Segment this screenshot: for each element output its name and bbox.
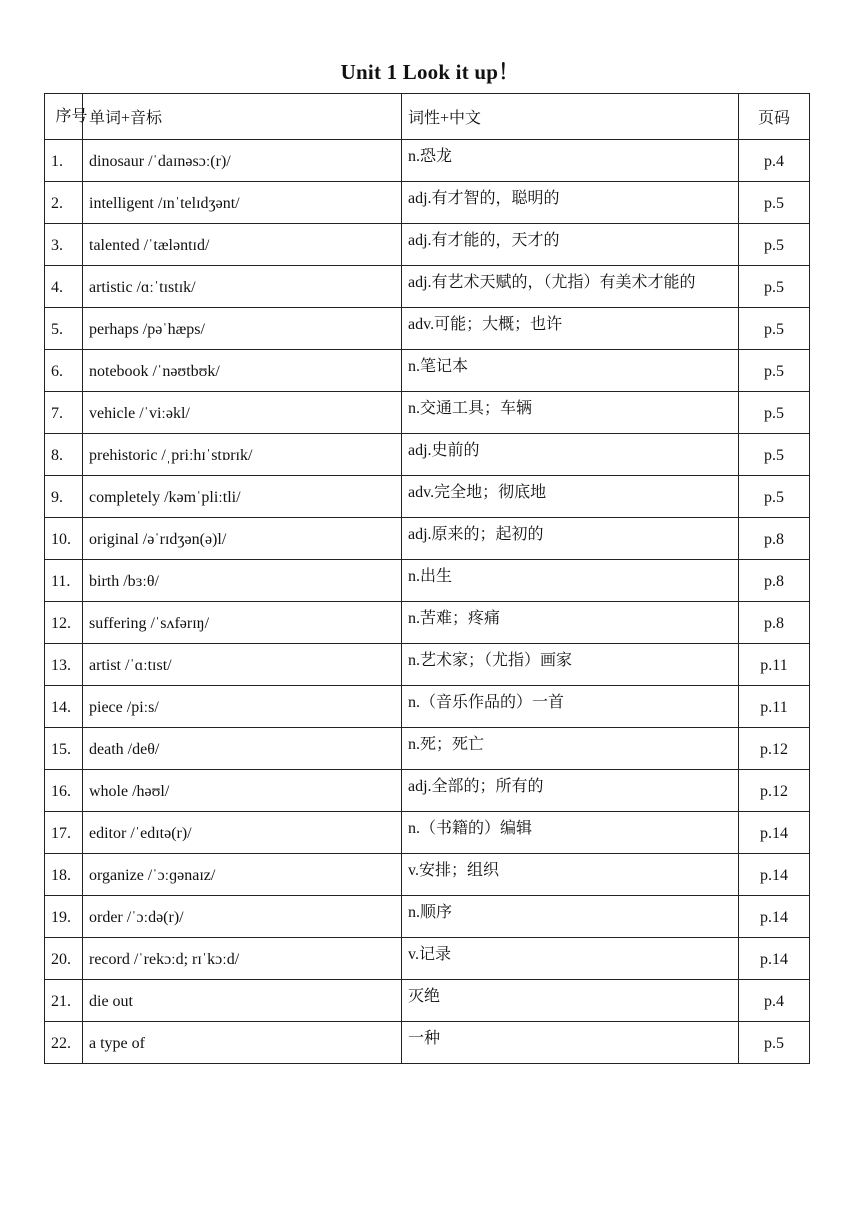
row-number-cell [45, 308, 83, 350]
row-page-cell [739, 644, 810, 686]
table-row [45, 812, 810, 854]
row-word-phonetic: intelligent /ɪnˈtelɪdʒənt/ [89, 194, 240, 212]
row-page: p.14 [760, 950, 788, 968]
row-pos-chinese-cell [402, 896, 739, 938]
header-pos-chinese: 词性+中文 [402, 94, 739, 140]
row-word-phonetic: order /ˈɔːdə(r)/ [89, 908, 184, 926]
row-pos-chinese: adj.有才能的，天才的 [408, 232, 560, 249]
row-pos-chinese: n.苦难；疼痛 [408, 610, 501, 627]
row-word-phonetic-cell [83, 812, 402, 854]
row-pos-chinese-cell [402, 812, 739, 854]
row-word-phonetic-cell [83, 266, 402, 308]
row-word-phonetic-cell [83, 854, 402, 896]
row-pos-chinese: n.艺术家；（尤指）画家 [408, 652, 573, 669]
row-pos-chinese-cell [402, 644, 739, 686]
row-number-cell [45, 1022, 83, 1064]
row-pos-chinese: 一种 [408, 1030, 441, 1047]
row-word-phonetic-cell [83, 728, 402, 770]
row-pos-chinese: 灭绝 [408, 988, 441, 1005]
row-page: p.11 [760, 698, 788, 716]
row-page: p.5 [764, 194, 784, 212]
row-number: 6. [51, 362, 63, 380]
row-number: 5. [51, 320, 63, 338]
row-page: p.5 [764, 488, 784, 506]
row-page-cell [739, 140, 810, 182]
row-word-phonetic-cell [83, 518, 402, 560]
row-number-cell [45, 560, 83, 602]
row-word-phonetic: suffering /ˈsʌfərɪŋ/ [89, 614, 210, 632]
row-pos-chinese-cell [402, 728, 739, 770]
header-number: 序号 [45, 94, 83, 140]
row-number: 18. [51, 866, 71, 884]
row-page: p.12 [760, 740, 788, 758]
row-pos-chinese-cell [402, 980, 739, 1022]
table-row [45, 728, 810, 770]
row-number: 20. [51, 950, 71, 968]
row-number-cell [45, 602, 83, 644]
row-page: p.14 [760, 824, 788, 842]
row-number: 17. [51, 824, 71, 842]
row-word-phonetic-cell [83, 770, 402, 812]
row-page-cell [739, 350, 810, 392]
row-word-phonetic: editor /ˈedɪtə(r)/ [89, 824, 192, 842]
row-word-phonetic-cell [83, 980, 402, 1022]
row-page: p.5 [764, 278, 784, 296]
row-page-cell [739, 392, 810, 434]
row-number-cell [45, 728, 83, 770]
row-word-phonetic: record /ˈrekɔːd; rɪˈkɔːd/ [89, 950, 240, 968]
row-pos-chinese-cell [402, 770, 739, 812]
row-word-phonetic-cell [83, 224, 402, 266]
row-pos-chinese: n.出生 [408, 568, 453, 585]
row-pos-chinese-cell [402, 392, 739, 434]
row-word-phonetic-cell [83, 308, 402, 350]
row-word-phonetic: death /deθ/ [89, 740, 160, 758]
row-word-phonetic-cell [83, 350, 402, 392]
row-pos-chinese-cell [402, 518, 739, 560]
row-pos-chinese-cell [402, 560, 739, 602]
row-word-phonetic-cell [83, 476, 402, 518]
table-row [45, 854, 810, 896]
row-word-phonetic: prehistoric /ˌpriːhɪˈstɒrɪk/ [89, 446, 253, 464]
row-number: 21. [51, 992, 71, 1010]
table-row [45, 560, 810, 602]
row-word-phonetic-cell [83, 602, 402, 644]
row-page: p.8 [764, 572, 784, 590]
table-row [45, 434, 810, 476]
row-page-cell [739, 854, 810, 896]
table-row [45, 1022, 810, 1064]
row-number: 1. [51, 152, 63, 170]
header-word-phonetic: 单词+音标 [83, 94, 402, 140]
row-word-phonetic-cell [83, 686, 402, 728]
row-page-cell [739, 812, 810, 854]
row-page-cell [739, 434, 810, 476]
row-number-cell [45, 770, 83, 812]
row-pos-chinese: n.（书籍的）编辑 [408, 820, 533, 837]
row-pos-chinese-cell [402, 602, 739, 644]
table-header-row [45, 94, 810, 140]
row-number-cell [45, 266, 83, 308]
row-word-phonetic-cell [83, 434, 402, 476]
row-page: p.5 [764, 320, 784, 338]
row-page-cell [739, 266, 810, 308]
row-pos-chinese-cell [402, 140, 739, 182]
row-number: 8. [51, 446, 63, 464]
row-number: 9. [51, 488, 63, 506]
row-number-cell [45, 938, 83, 980]
row-word-phonetic: whole /həʊl/ [89, 782, 170, 800]
vocabulary-table [44, 93, 810, 1064]
row-number: 7. [51, 404, 63, 422]
row-word-phonetic: original /əˈrɪdʒən(ə)l/ [89, 530, 227, 548]
row-number-cell [45, 812, 83, 854]
row-number: 10. [51, 530, 71, 548]
row-page: p.8 [764, 530, 784, 548]
row-page: p.11 [760, 656, 788, 674]
row-number: 15. [51, 740, 71, 758]
table-row [45, 476, 810, 518]
row-number: 3. [51, 236, 63, 254]
row-number-cell [45, 518, 83, 560]
row-number: 13. [51, 656, 71, 674]
row-page-cell [739, 308, 810, 350]
row-pos-chinese: adj.原来的；起初的 [408, 526, 544, 543]
row-number-cell [45, 434, 83, 476]
table-row [45, 686, 810, 728]
row-number-cell [45, 896, 83, 938]
row-number: 2. [51, 194, 63, 212]
row-pos-chinese-cell [402, 350, 739, 392]
row-number: 4. [51, 278, 63, 296]
table-row [45, 182, 810, 224]
row-page: p.4 [764, 992, 784, 1010]
row-word-phonetic: artistic /ɑːˈtɪstɪk/ [89, 278, 196, 296]
row-page-cell [739, 686, 810, 728]
row-pos-chinese: adj.有艺术天赋的，（尤指）有美术才能的 [408, 274, 696, 291]
row-page: p.4 [764, 152, 784, 170]
row-number-cell [45, 140, 83, 182]
table-row [45, 350, 810, 392]
row-page-cell [739, 1022, 810, 1064]
row-page: p.12 [760, 782, 788, 800]
row-word-phonetic-cell [83, 140, 402, 182]
row-word-phonetic-cell [83, 896, 402, 938]
row-word-phonetic: dinosaur /ˈdaɪnəsɔː(r)/ [89, 152, 231, 170]
table-row [45, 938, 810, 980]
row-pos-chinese-cell [402, 1022, 739, 1064]
row-pos-chinese: n.恐龙 [408, 148, 453, 165]
row-pos-chinese: n.笔记本 [408, 358, 469, 375]
row-word-phonetic: organize /ˈɔːɡənaɪz/ [89, 866, 216, 884]
row-number: 16. [51, 782, 71, 800]
page-title: Unit 1 Look it up！ [340, 60, 520, 84]
row-number: 11. [51, 572, 71, 590]
row-number-cell [45, 686, 83, 728]
row-page: p.5 [764, 446, 784, 464]
row-pos-chinese: n.死；死亡 [408, 736, 485, 753]
row-word-phonetic-cell [83, 938, 402, 980]
row-pos-chinese-cell [402, 434, 739, 476]
row-word-phonetic: perhaps /pəˈhæps/ [89, 320, 205, 338]
row-page-cell [739, 560, 810, 602]
row-pos-chinese: n.顺序 [408, 904, 453, 921]
row-pos-chinese-cell [402, 224, 739, 266]
row-pos-chinese: v.记录 [408, 946, 451, 963]
row-page: p.5 [764, 236, 784, 254]
row-number-cell [45, 392, 83, 434]
row-number-cell [45, 350, 83, 392]
row-pos-chinese: adj.史前的 [408, 442, 480, 459]
row-word-phonetic: artist /ˈɑːtɪst/ [89, 656, 172, 674]
row-page: p.5 [764, 362, 784, 380]
table-row [45, 140, 810, 182]
row-number-cell [45, 644, 83, 686]
row-number-cell [45, 854, 83, 896]
row-pos-chinese-cell [402, 308, 739, 350]
table-row [45, 308, 810, 350]
row-page: p.5 [764, 404, 784, 422]
row-page-cell [739, 224, 810, 266]
row-number: 14. [51, 698, 71, 716]
row-page: p.14 [760, 908, 788, 926]
row-number: 22. [51, 1034, 71, 1052]
row-word-phonetic: a type of [89, 1034, 145, 1052]
row-pos-chinese-cell [402, 476, 739, 518]
row-word-phonetic: talented /ˈtæləntɪd/ [89, 236, 210, 254]
row-word-phonetic: vehicle /ˈviːəkl/ [89, 404, 190, 422]
row-page-cell [739, 896, 810, 938]
row-pos-chinese: adj.有才智的，聪明的 [408, 190, 560, 207]
row-number: 19. [51, 908, 71, 926]
row-page-cell [739, 728, 810, 770]
row-pos-chinese: n.（音乐作品的）一首 [408, 694, 565, 711]
table-body [45, 140, 810, 1064]
row-page-cell [739, 602, 810, 644]
row-page: p.8 [764, 614, 784, 632]
header-page: 页码 [739, 94, 810, 140]
row-word-phonetic: completely /kəmˈpliːtli/ [89, 488, 241, 506]
row-page-cell [739, 182, 810, 224]
row-page-cell [739, 980, 810, 1022]
table-row [45, 602, 810, 644]
row-number-cell [45, 980, 83, 1022]
row-page-cell [739, 476, 810, 518]
row-word-phonetic: die out [89, 992, 133, 1010]
table-row [45, 896, 810, 938]
row-pos-chinese: n.交通工具；车辆 [408, 400, 533, 417]
row-pos-chinese-cell [402, 266, 739, 308]
table-row [45, 644, 810, 686]
row-word-phonetic-cell [83, 392, 402, 434]
row-word-phonetic: birth /bɜːθ/ [89, 572, 159, 590]
row-number-cell [45, 224, 83, 266]
row-word-phonetic: notebook /ˈnəʊtbʊk/ [89, 362, 220, 380]
row-page-cell [739, 518, 810, 560]
row-word-phonetic: piece /piːs/ [89, 698, 159, 716]
row-pos-chinese: v.安排；组织 [408, 862, 499, 879]
row-word-phonetic-cell [83, 560, 402, 602]
row-pos-chinese-cell [402, 686, 739, 728]
row-word-phonetic-cell [83, 1022, 402, 1064]
table-row [45, 980, 810, 1022]
row-pos-chinese: adv.可能；大概；也许 [408, 316, 563, 333]
table-row [45, 224, 810, 266]
table-row [45, 770, 810, 812]
row-page-cell [739, 770, 810, 812]
row-page-cell [739, 938, 810, 980]
row-number: 12. [51, 614, 71, 632]
table-row [45, 518, 810, 560]
row-page: p.5 [764, 1034, 784, 1052]
row-pos-chinese-cell [402, 938, 739, 980]
row-word-phonetic-cell [83, 182, 402, 224]
row-number-cell [45, 182, 83, 224]
table-row [45, 392, 810, 434]
row-word-phonetic-cell [83, 644, 402, 686]
row-pos-chinese-cell [402, 182, 739, 224]
table-row [45, 266, 810, 308]
row-pos-chinese-cell [402, 854, 739, 896]
row-number-cell [45, 476, 83, 518]
row-pos-chinese: adv.完全地；彻底地 [408, 484, 547, 501]
row-pos-chinese: adj.全部的；所有的 [408, 778, 544, 795]
row-page: p.14 [760, 866, 788, 884]
